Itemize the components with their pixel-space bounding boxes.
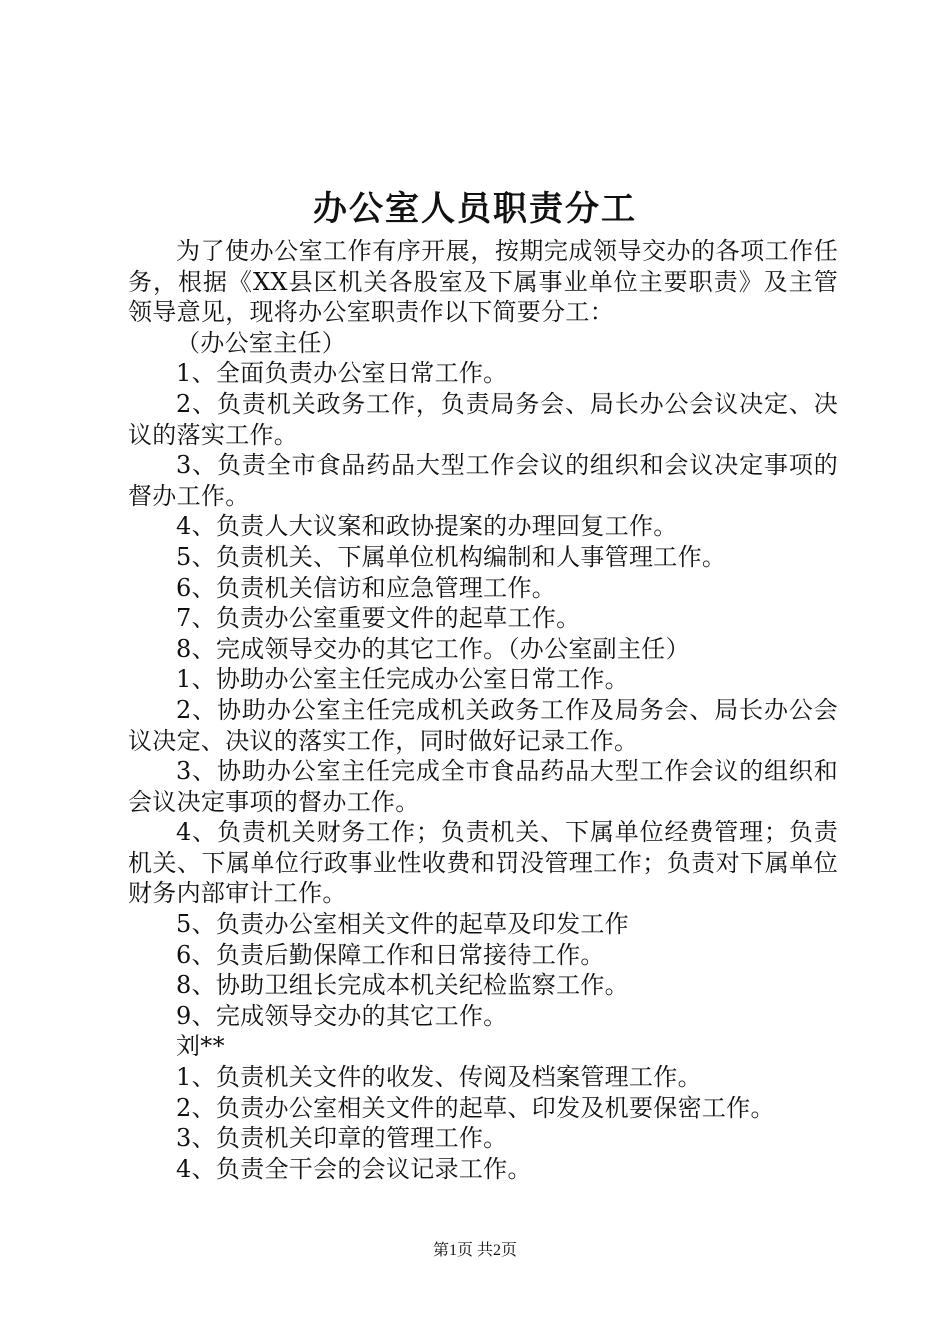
list-item: 1、负责机关文件的收发、传阅及档案管理工作。 [176,1063,702,1092]
list-item: 4、负责机关财务工作；负责机关、下属单位经费管理；负责机关、下属单位行政事业性收费和罚没管理工作；负责对下属单位财务内部审计工作。 [128,818,838,908]
document-body [128,236,838,1184]
list-item: 6、负责机关信访和应急管理工作。 [176,573,557,602]
list-item: 6、负责后勤保障工作和日常接待工作。 [176,940,605,969]
intro-paragraph: 为了使办公室工作有序开展，按期完成领导交办的各项工作任务，根据《XX县区机关各股室及下属事业单位主要职责》及主管领导意见，现将办公室职责作以下简要分工： [128,237,838,327]
list-item: 1、协助办公室主任完成办公室日常工作。 [176,665,629,694]
list-item: 7、负责办公室重要文件的起草工作。 [176,604,581,633]
document-title: 办公室人员职责分工 [313,189,637,229]
list-item: 2、协助办公室主任完成机关政务工作及局务会、局长办公会议决定、决议的落实工作，同时做好记录工作。 [128,695,838,755]
list-item: 5、负责办公室相关文件的起草及印发工作 [176,910,629,939]
list-item: 4、负责全干会的会议记录工作。 [176,1154,532,1183]
list-item: 1、全面负责办公室日常工作。 [176,359,508,388]
list-item: 2、负责机关政务工作，负责局务会、局长办公会议决定、决议的落实工作。 [128,389,838,449]
list-item: 8、协助卫组长完成本机关纪检监察工作。 [176,971,629,1000]
list-item: 2、负责办公室相关文件的起草、印发及机要保密工作。 [176,1093,775,1122]
list-item: 3、负责机关印章的管理工作。 [176,1124,508,1153]
list-item: 9、完成领导交办的其它工作。 [176,1001,508,1030]
list-item: 3、负责全市食品药品大型工作会议的组织和会议决定事项的督办工作。 [128,451,838,510]
list-item: 3、协助办公室主任完成全市食品药品大型工作会议的组织和会议决定事项的督办工作。 [128,757,838,816]
page-number-footer: 第1页 共2页 [432,1242,517,1259]
section-heading-person: 刘** [176,1032,225,1061]
list-item: 8、完成领导交办的其它工作。（办公室副主任） [176,634,690,663]
list-item: 4、负责人大议案和政协提案的办理回复工作。 [176,512,678,541]
list-item: 5、负责机关、下属单位机构编制和人事管理工作。 [176,542,727,571]
section-heading-director: （办公室主任） [176,328,347,357]
